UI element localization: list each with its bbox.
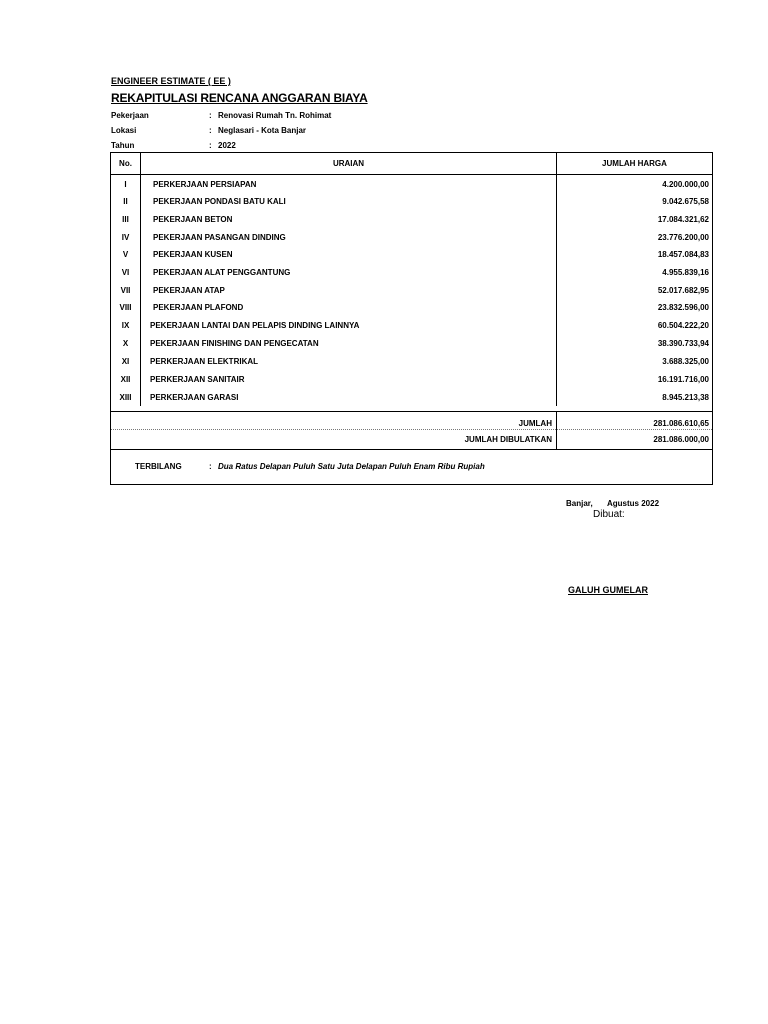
row-no: III [122, 215, 129, 224]
signature-place: Banjar, [566, 499, 593, 508]
info-label-tahun: Tahun [111, 141, 135, 150]
header-no: No. [119, 159, 132, 168]
total-label: JUMLAH [518, 419, 552, 428]
terbilang-colon: : [209, 462, 212, 471]
budget-table [110, 152, 713, 485]
info-colon: : [209, 111, 212, 120]
total-value: 281.086.610,65 [653, 419, 709, 428]
total-divider [111, 411, 712, 412]
rounded-total-value: 281.086.000,00 [653, 435, 709, 444]
row-uraian: PERKERJAAN PERSIAPAN [153, 180, 257, 189]
row-uraian: PEKERJAAN PASANGAN DINDING [153, 233, 286, 242]
row-no: IX [121, 321, 130, 330]
row-jumlah: 23.832.596,00 [657, 303, 709, 312]
row-uraian: PEKERJAAN KUSEN [153, 250, 233, 259]
document-subtitle: REKAPITULASI RENCANA ANGGARAN BIAYA [111, 91, 368, 105]
row-jumlah: 18.457.084,83 [657, 250, 709, 259]
row-uraian: PEKERJAAN ATAP [153, 286, 225, 295]
row-jumlah: 23.776.200,00 [657, 233, 709, 242]
row-uraian: PEKERJAAN PLAFOND [153, 303, 244, 312]
info-label-lokasi: Lokasi [111, 126, 137, 135]
info-value-pekerjaan: Renovasi Rumah Tn. Rohimat [218, 111, 332, 120]
row-no: VI [121, 268, 130, 277]
terbilang-label: TERBILANG [135, 462, 182, 471]
header-divider [111, 174, 712, 175]
row-jumlah: 60.504.222,20 [657, 321, 709, 330]
row-jumlah: 17.084.321,62 [657, 215, 709, 224]
row-no: VII [120, 286, 131, 295]
signature-date: Agustus 2022 [607, 499, 660, 508]
row-uraian: PEKERJAAN ALAT PENGGANTUNG [153, 268, 291, 277]
info-label-pekerjaan: Pekerjaan [111, 111, 149, 120]
row-jumlah: 4.200.000,00 [662, 180, 709, 189]
info-colon: : [209, 126, 212, 135]
row-jumlah: 3.688.325,00 [662, 357, 709, 366]
info-value-lokasi: Neglasari - Kota Banjar [218, 126, 307, 135]
row-uraian: PERKERJAAN ELEKTRIKAL [150, 357, 259, 366]
row-no: XI [121, 357, 130, 366]
terbilang-divider [111, 449, 712, 450]
total-dotted-divider [111, 429, 712, 430]
row-jumlah: 4.955.839,16 [662, 268, 709, 277]
row-uraian: PEKERJAAN PONDASI BATU KALI [153, 197, 286, 206]
rounded-total-label: JUMLAH DIBULATKAN [464, 435, 552, 444]
row-jumlah: 9.042.675,58 [662, 197, 709, 206]
row-jumlah: 38.390.733,94 [657, 339, 709, 348]
row-no: X [122, 339, 129, 348]
terbilang-value: Dua Ratus Delapan Puluh Satu Juta Delapan Puluh Enam Ribu Rupiah [218, 462, 485, 471]
row-no: VIII [119, 303, 132, 312]
row-uraian: PEKERJAAN FINISHING DAN PENGECATAN [150, 339, 319, 348]
row-uraian: PERKERJAAN GARASI [150, 393, 239, 402]
row-no: IV [121, 233, 130, 242]
row-uraian: PEKERJAAN LANTAI DAN PELAPIS DINDING LAINNYA [150, 321, 360, 330]
row-no: V [122, 250, 129, 259]
info-value-tahun: 2022 [218, 141, 236, 150]
info-colon: : [209, 141, 212, 150]
row-no: XIII [119, 393, 132, 402]
column-divider [140, 153, 141, 406]
row-jumlah: 52.017.682,95 [657, 286, 709, 295]
header-uraian: URAIAN [332, 159, 365, 168]
column-divider [556, 153, 557, 406]
header-jumlah-harga: JUMLAH HARGA [602, 159, 667, 168]
row-jumlah: 16.191.716,00 [657, 375, 709, 384]
row-uraian: PEKERJAAN BETON [153, 215, 233, 224]
signer-name: GALUH GUMELAR [568, 585, 648, 595]
row-no: II [123, 197, 128, 206]
row-uraian: PERKERJAAN SANITAIR [150, 375, 245, 384]
document-title: ENGINEER ESTIMATE ( EE ) [111, 76, 231, 86]
row-no: I [124, 180, 127, 189]
row-jumlah: 8.945.213,38 [662, 393, 709, 402]
signature-made-by: Dibuat: [593, 509, 625, 520]
row-no: XII [120, 375, 131, 384]
